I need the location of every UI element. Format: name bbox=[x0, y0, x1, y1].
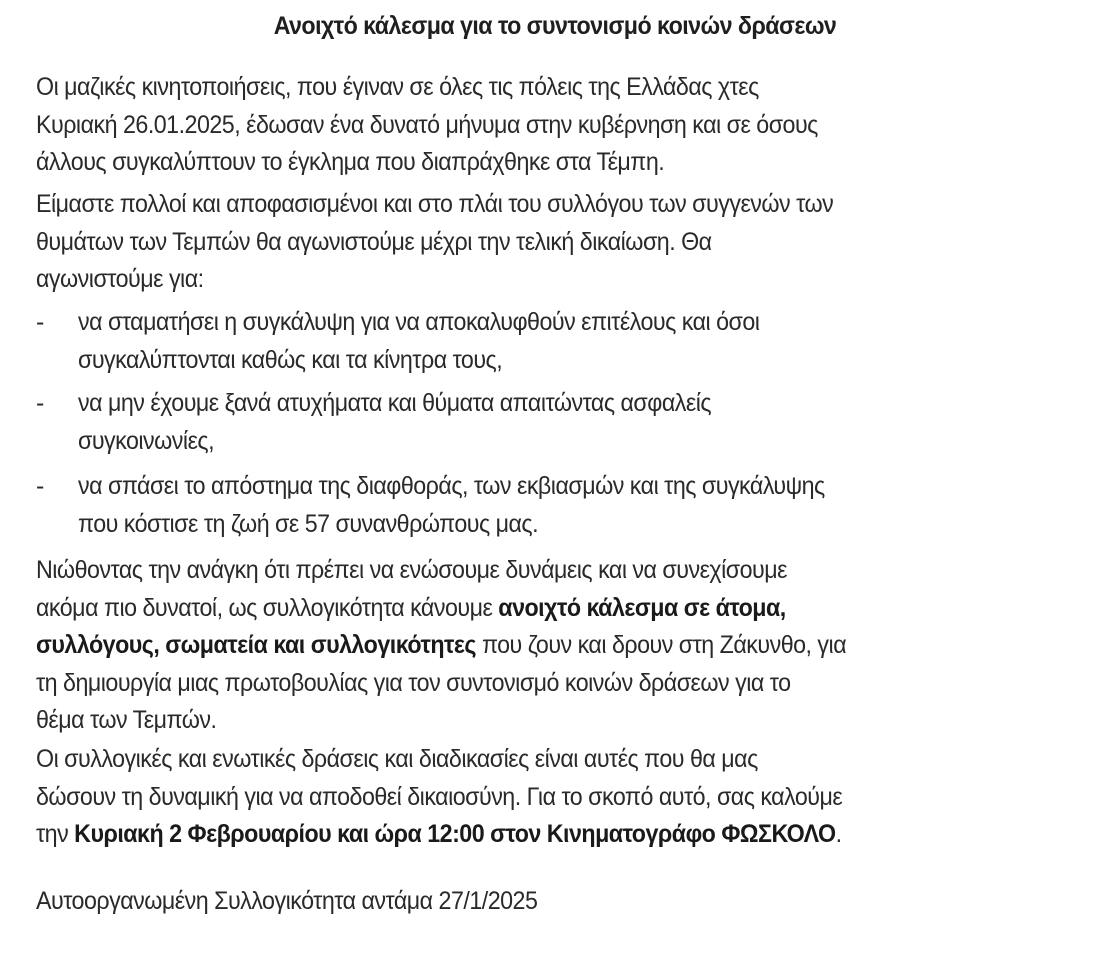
text-line: να σταματήσει η συγκάλυψη για να αποκαλυφθούν επιτέλους και όσοι bbox=[78, 308, 760, 336]
text-line: Νιώθοντας την ανάγκη ότι πρέπει να ενώσουμε δυνάμεις και να συνεχίσουμε bbox=[36, 556, 787, 584]
signature: Αυτοοργανωμένη Συλλογικότητα αντάμα 27/1/2025 bbox=[36, 887, 538, 915]
bullet-dash: - bbox=[36, 308, 44, 336]
paragraph-open-call bbox=[36, 552, 846, 740]
text-segment: . bbox=[835, 820, 842, 848]
paragraph-meeting-invitation bbox=[36, 741, 842, 854]
text-segment: ακόμα πιο δυνατοί, ως συλλογικότητα κάνουμε bbox=[36, 593, 499, 622]
text-line: συγκαλύπτονται καθώς και τα κίνητρα τους, bbox=[78, 345, 503, 374]
text-segment: που ζουν και δρουν στη Ζάκυνθο, για bbox=[475, 631, 847, 659]
text-line: θέμα των Τεμπών. bbox=[36, 706, 217, 734]
text-line: να μην έχουμε ξανά ατυχήματα και θύματα απαιτώντας ασφαλείς bbox=[78, 389, 712, 417]
text-line: που κόστισε τη ζωή σε 57 συνανθρώπους μας. bbox=[78, 509, 539, 538]
bullet-dash: - bbox=[36, 389, 44, 417]
paragraph-mobilizations bbox=[36, 69, 818, 182]
meeting-details-bold: Κυριακή 2 Φεβρουαρίου και ώρα 12:00 στον Κινηματογράφο ΦΩΣΚΟΛΟ bbox=[74, 820, 836, 848]
text-line: τη δημιουργία μιας πρωτοβουλίας για τον συντονισμό κοινών δράσεων για το bbox=[36, 668, 791, 697]
text-line: θυμάτων των Τεμπών θα αγωνιστούμε μέχρι την τελική δικαίωση. Θα bbox=[36, 227, 712, 256]
text-line: άλλους συγκαλύπτουν το έγκλημα που διαπράχθηκε στα Τέμπη. bbox=[36, 148, 665, 176]
text-segment: την bbox=[36, 820, 75, 848]
text-line: να σπάσει το απόστημα της διαφθοράς, των εκβιασμών και της συγκάλυψης bbox=[78, 472, 825, 500]
bold-text-segment: συλλόγους, σωματεία και συλλογικότητες bbox=[36, 631, 476, 659]
text-line bbox=[36, 816, 842, 854]
text-line: Οι συλλογικές και ενωτικές δράσεις και διαδικασίες είναι αυτές που θα μας bbox=[36, 745, 758, 773]
text-line: αγωνιστούμε για: bbox=[36, 265, 204, 293]
document-title: Ανοιχτό κάλεσμα για το συντονισμό κοινών δράσεων bbox=[273, 12, 837, 40]
text-line: συγκοινωνίες, bbox=[78, 426, 215, 455]
bullet-dash: - bbox=[36, 472, 44, 500]
bold-text-segment: ανοιχτό κάλεσμα σε άτομα, bbox=[498, 593, 786, 622]
text-line: Κυριακή 26.01.2025, έδωσαν ένα δυνατό μήνυμα στην κυβέρνηση και σε όσους bbox=[36, 110, 818, 139]
paragraph-determination bbox=[36, 186, 833, 299]
text-line: δώσουν τη δυναμική για να αποδοθεί δικαιοσύνη. Για το σκοπό αυτό, σας καλούμε bbox=[36, 782, 843, 811]
text-line: Οι μαζικές κινητοποιήσεις, που έγιναν σε όλες τις πόλεις της Ελλάδας χτες bbox=[36, 73, 759, 101]
text-line bbox=[36, 627, 846, 665]
text-line bbox=[36, 590, 846, 628]
text-line: Είμαστε πολλοί και αποφασισμένοι και στο πλάι του συλλόγου των συγγενών των bbox=[36, 190, 834, 218]
